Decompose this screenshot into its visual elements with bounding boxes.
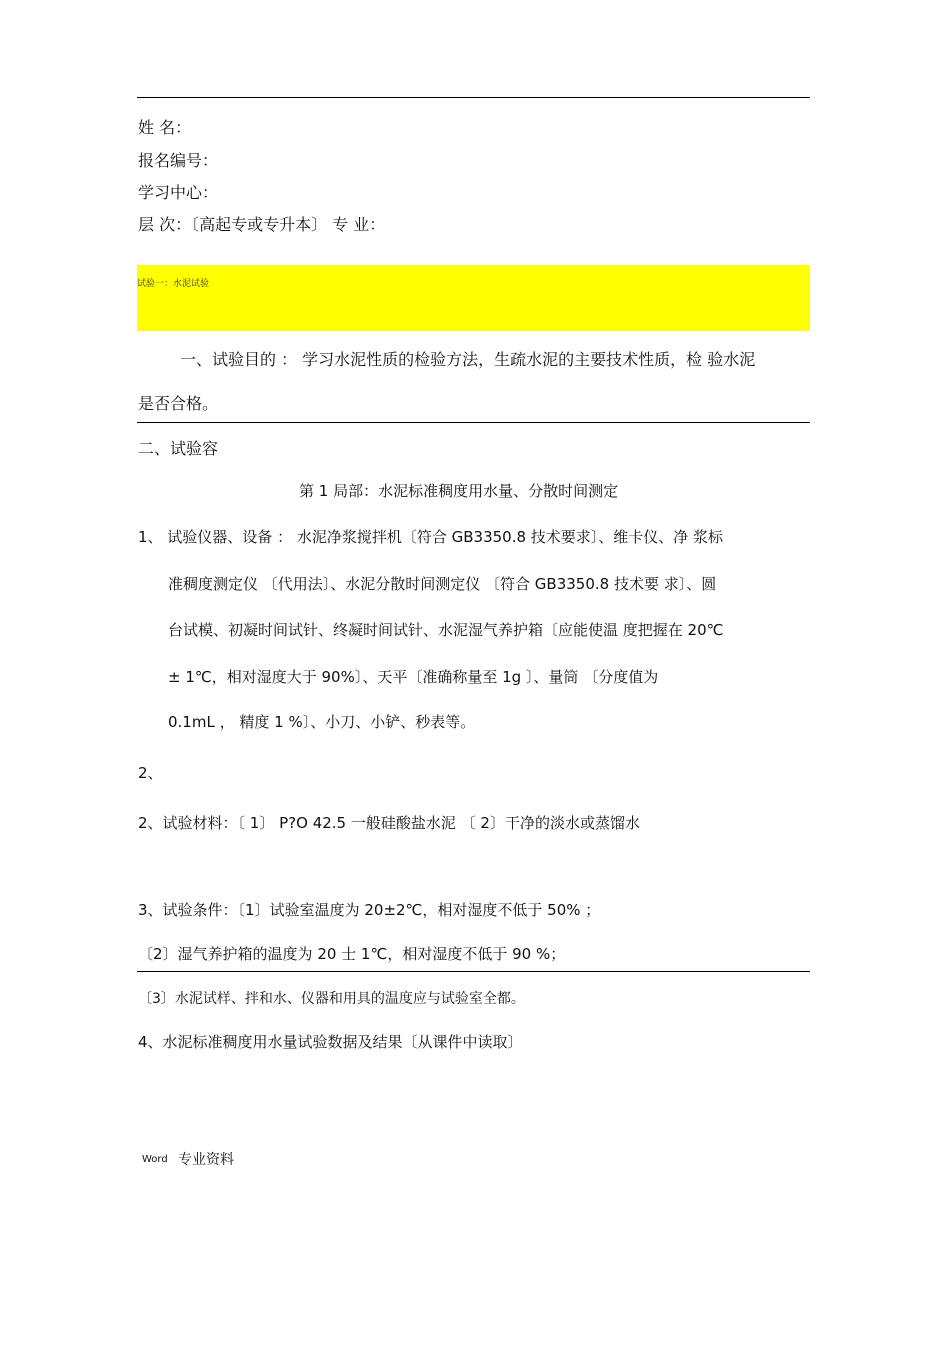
conditions-rule: [137, 971, 810, 972]
equipment-line-3: 台试模、初凝时间试针、终凝时间试针、水泥湿气养护箱〔应能使温 度把握在 20℃: [168, 621, 724, 639]
conditions-line-1: 3、试验条件：〔1〕试验室温度为 20±2℃，相对湿度不低于 50% ；: [138, 901, 601, 919]
learning-center-label: 学习中心：: [138, 183, 219, 202]
experiment-title: 试验一：水泥试验: [137, 279, 210, 289]
level-major-line: 层 次：〔高起专或专升本〕 专 业：: [138, 215, 386, 234]
experiment-title-banner: [137, 265, 810, 331]
conditions-line-2: 〔2〕湿气养护箱的温度为 20 士 1℃，相对湿度不低于 90 %；: [138, 945, 566, 963]
registration-number-label: 报名编号：: [138, 151, 219, 170]
conditions-line-3: 〔3〕水泥试样、拌和水、仪器和用具的温度应与试验室全都。: [138, 991, 525, 1007]
part-1-title: 第 1 局部：水泥标准稠度用水量、分散时间测定: [299, 482, 619, 500]
equipment-line-5: 0.1mL ， 精度 1 %〕、小刀、小铲、秒表等。: [168, 713, 476, 731]
section-content-title: 二、试验容: [138, 439, 219, 458]
footer-label: 专业资料: [178, 1152, 234, 1168]
item-4-line: 4、水泥标准稠度用水量试验数据及结果〔从课件中读取〕: [138, 1033, 523, 1051]
top-rule: [137, 97, 810, 98]
name-label: 姓 名：: [138, 118, 192, 137]
objective-line-2: 是否合格。: [138, 394, 219, 413]
section-rule: [137, 422, 810, 423]
objective-line-1: 一、试验目的 ： 学习水泥性质的检验方法，生疏水泥的主要技术性质，检 验水泥: [180, 350, 756, 369]
footer-word: Word: [142, 1154, 168, 1165]
materials-line: 2、试验材料：〔 1〕 P?O 42.5 一般硅酸盐水泥 〔 2〕干净的淡水或蒸馏水: [138, 814, 640, 832]
equipment-line-2: 准稠度测定仪 〔代用法〕、水泥分散时间测定仪 〔符合 GB3350.8 技术要 求〕、圆: [168, 575, 717, 593]
equipment-line-1: 1、 试验仪器、设备 ： 水泥净浆搅拌机〔符合 GB3350.8 技术要求〕、维卡仪、净 浆标: [138, 528, 724, 546]
item-2-stub: 2、: [138, 764, 163, 782]
equipment-line-4: ± 1℃，相对湿度大于 90%〕、天平〔准确称量至 1g 〕、量筒 〔分度值为: [168, 668, 659, 686]
